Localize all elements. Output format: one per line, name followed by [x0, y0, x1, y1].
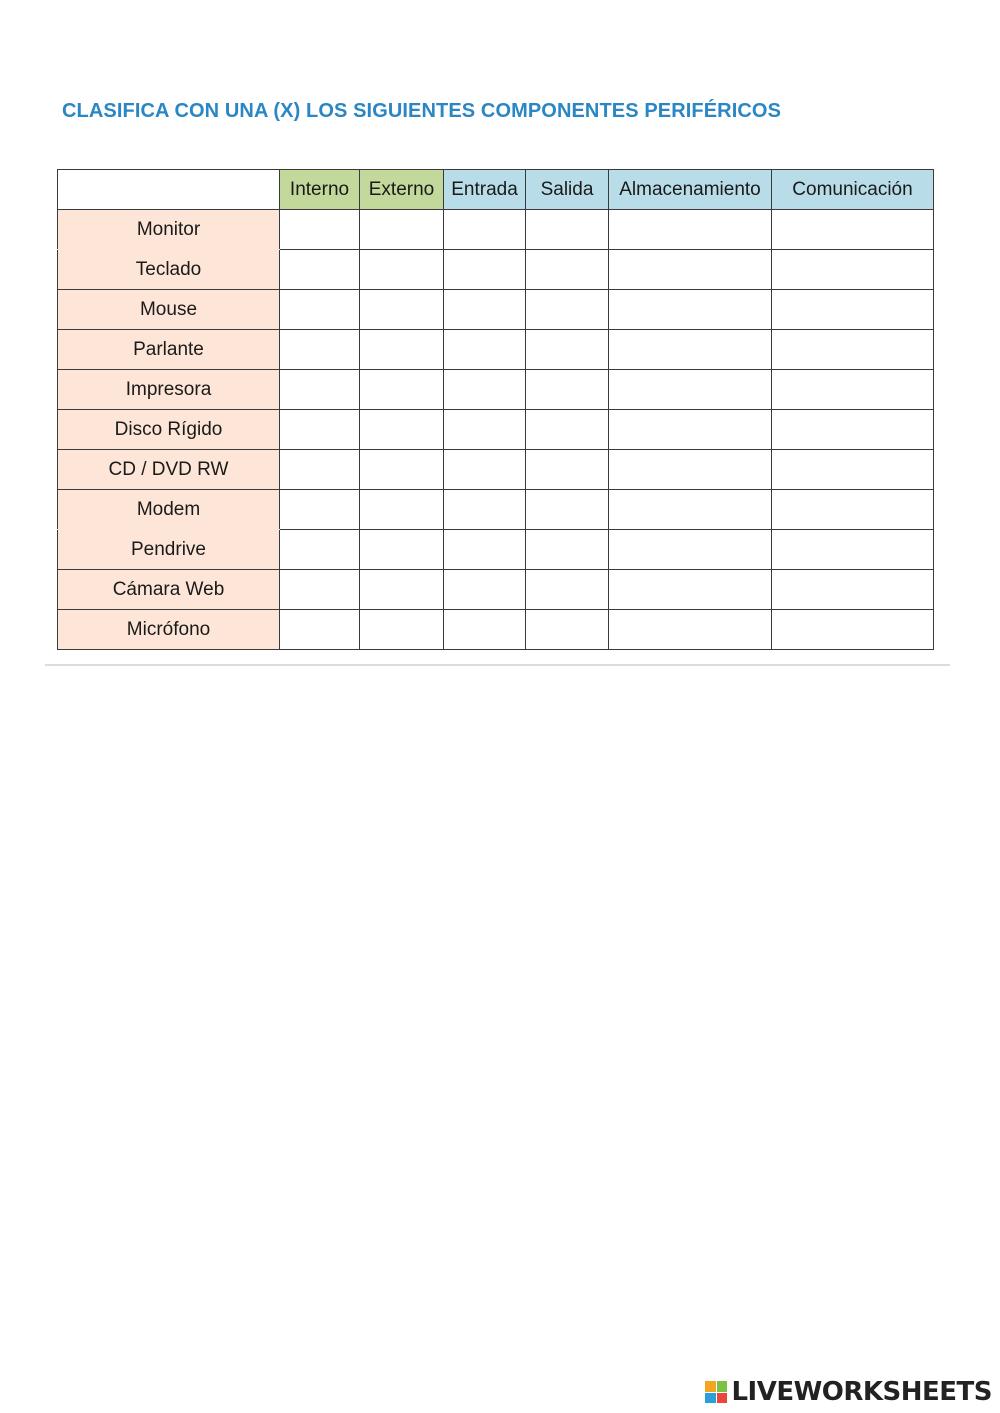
- answer-cell[interactable]: [772, 450, 934, 490]
- answer-cell[interactable]: [444, 410, 526, 450]
- answer-cell[interactable]: [444, 370, 526, 410]
- answer-cell[interactable]: [526, 330, 609, 370]
- answer-cell[interactable]: [609, 410, 772, 450]
- answer-cell[interactable]: [609, 210, 772, 250]
- answer-cell[interactable]: [360, 330, 444, 370]
- answer-cell[interactable]: [444, 330, 526, 370]
- header-externo: Externo: [360, 170, 444, 210]
- answer-cell[interactable]: [772, 290, 934, 330]
- brand-logo: [705, 1377, 992, 1407]
- table-row: [58, 210, 934, 250]
- answer-cell[interactable]: [609, 530, 772, 570]
- answer-cell[interactable]: [609, 370, 772, 410]
- answer-cell[interactable]: [772, 410, 934, 450]
- answer-cell[interactable]: [360, 450, 444, 490]
- answer-cell[interactable]: [772, 330, 934, 370]
- answer-cell[interactable]: [360, 250, 444, 290]
- answer-cell[interactable]: [280, 250, 360, 290]
- item-label: Micrófono: [58, 610, 280, 650]
- answer-cell[interactable]: [444, 530, 526, 570]
- answer-cell[interactable]: [360, 290, 444, 330]
- answer-cell[interactable]: [360, 410, 444, 450]
- answer-cell[interactable]: [772, 610, 934, 650]
- header-salida: Salida: [526, 170, 609, 210]
- item-label: Modem: [58, 490, 280, 530]
- answer-cell[interactable]: [526, 450, 609, 490]
- table-row: [58, 250, 934, 290]
- liveworksheets-logo-icon: [705, 1381, 727, 1403]
- answer-cell[interactable]: [360, 210, 444, 250]
- answer-cell[interactable]: [444, 570, 526, 610]
- answer-cell[interactable]: [772, 370, 934, 410]
- item-label: Pendrive: [58, 530, 280, 570]
- answer-cell[interactable]: [280, 610, 360, 650]
- answer-cell[interactable]: [772, 250, 934, 290]
- answer-cell[interactable]: [444, 450, 526, 490]
- table-row: [58, 450, 934, 490]
- answer-cell[interactable]: [609, 490, 772, 530]
- answer-cell[interactable]: [280, 570, 360, 610]
- item-label: Mouse: [58, 290, 280, 330]
- answer-cell[interactable]: [609, 250, 772, 290]
- answer-cell[interactable]: [772, 570, 934, 610]
- item-label: Impresora: [58, 370, 280, 410]
- header-row: [58, 170, 934, 210]
- answer-cell[interactable]: [280, 450, 360, 490]
- header-comunicacion: Comunicación: [772, 170, 934, 210]
- answer-cell[interactable]: [609, 450, 772, 490]
- header-almacenamiento: Almacenamiento: [609, 170, 772, 210]
- header-interno: Interno: [280, 170, 360, 210]
- answer-cell[interactable]: [772, 530, 934, 570]
- answer-cell[interactable]: [772, 490, 934, 530]
- table-row: [58, 530, 934, 570]
- answer-cell[interactable]: [526, 490, 609, 530]
- item-label: Teclado: [58, 250, 280, 290]
- answer-cell[interactable]: [280, 490, 360, 530]
- item-label: CD / DVD RW: [58, 450, 280, 490]
- answer-cell[interactable]: [280, 530, 360, 570]
- table-row: [58, 370, 934, 410]
- answer-cell[interactable]: [280, 330, 360, 370]
- answer-cell[interactable]: [526, 370, 609, 410]
- answer-cell[interactable]: [444, 250, 526, 290]
- answer-cell[interactable]: [526, 210, 609, 250]
- answer-cell[interactable]: [609, 330, 772, 370]
- answer-cell[interactable]: [280, 210, 360, 250]
- header-corner-cell: [58, 170, 280, 210]
- answer-cell[interactable]: [526, 530, 609, 570]
- item-label: Parlante: [58, 330, 280, 370]
- answer-cell[interactable]: [526, 290, 609, 330]
- answer-cell[interactable]: [772, 210, 934, 250]
- answer-cell[interactable]: [280, 290, 360, 330]
- answer-cell[interactable]: [360, 490, 444, 530]
- answer-cell[interactable]: [280, 410, 360, 450]
- answer-cell[interactable]: [360, 570, 444, 610]
- table-row: [58, 610, 934, 650]
- classification-table: [57, 169, 934, 650]
- answer-cell[interactable]: [280, 370, 360, 410]
- answer-cell[interactable]: [444, 490, 526, 530]
- worksheet-title: CLASIFICA CON UNA (X) LOS SIGUIENTES COMPONENTES PERIFÉRICOS: [62, 100, 782, 122]
- answer-cell[interactable]: [444, 290, 526, 330]
- table-row: [58, 330, 934, 370]
- table-row: [58, 490, 934, 530]
- item-label: Cámara Web: [58, 570, 280, 610]
- item-label: Monitor: [58, 210, 280, 250]
- answer-cell[interactable]: [526, 570, 609, 610]
- answer-cell[interactable]: [609, 570, 772, 610]
- table-row: [58, 290, 934, 330]
- table-row: [58, 570, 934, 610]
- answer-cell[interactable]: [526, 250, 609, 290]
- answer-cell[interactable]: [609, 290, 772, 330]
- answer-cell[interactable]: [360, 530, 444, 570]
- table-row: [58, 410, 934, 450]
- page-divider: [45, 664, 950, 666]
- answer-cell[interactable]: [526, 410, 609, 450]
- answer-cell[interactable]: [609, 610, 772, 650]
- answer-cell[interactable]: [360, 370, 444, 410]
- answer-cell[interactable]: [360, 610, 444, 650]
- item-label: Disco Rígido: [58, 410, 280, 450]
- answer-cell[interactable]: [526, 610, 609, 650]
- brand-name: LIVEWORKSHEETS: [731, 1377, 992, 1407]
- answer-cell[interactable]: [444, 210, 526, 250]
- answer-cell[interactable]: [444, 610, 526, 650]
- header-entrada: Entrada: [444, 170, 526, 210]
